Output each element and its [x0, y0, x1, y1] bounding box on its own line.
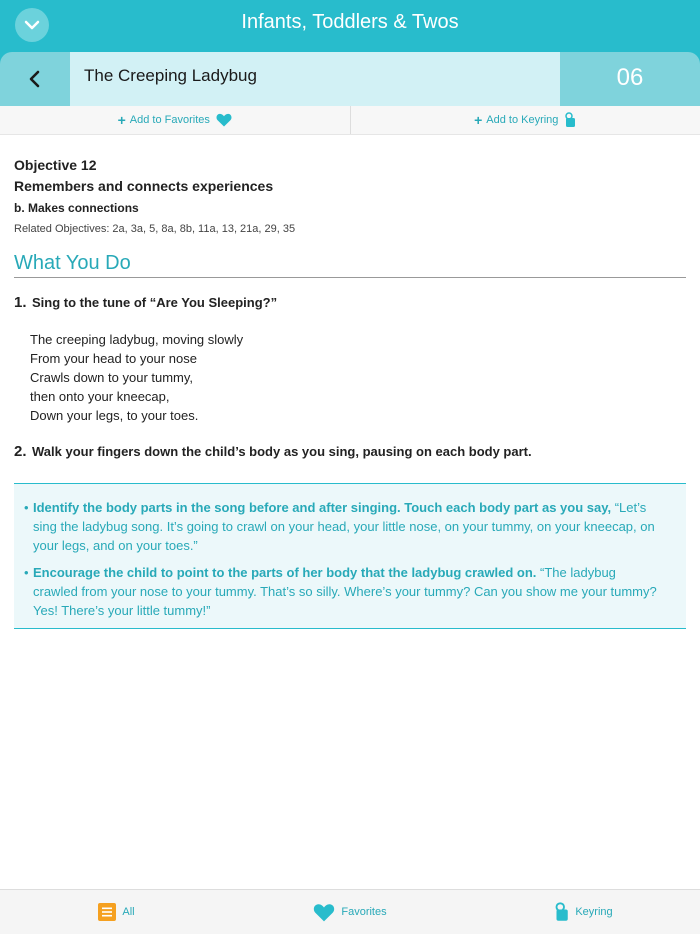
keyring-icon	[564, 112, 576, 128]
back-button[interactable]	[0, 52, 70, 106]
tip-body: “The ladybug crawled from your nose to your tummy. That’s so silly. Where’s your tummy? Can you show me your tummy? Yes! There’s your little tummy!”	[33, 565, 657, 618]
tab-keyring-label: Keyring	[575, 906, 613, 918]
bottom-tab-bar	[0, 889, 700, 934]
lyric-line: From your head to your nose	[30, 351, 197, 366]
tip-bold: Encourage the child to point to the parts of her body that the ladybug crawled on.	[33, 565, 537, 580]
tab-all-label: All	[122, 906, 135, 918]
add-to-keyring-label: Add to Keyring	[486, 114, 559, 126]
app-title: Infants, Toddlers & Twos	[241, 11, 459, 33]
lyric-line: The creeping ladybug, moving slowly	[30, 332, 244, 347]
lyric-line: Down your legs, to your toes.	[30, 408, 199, 423]
tips-box	[14, 483, 686, 629]
tab-favorites[interactable]	[233, 890, 467, 934]
tip-bold: Identify the body parts in the song before and after singing. Touch each body part as you say,	[33, 500, 612, 515]
activity-title: The Creeping Ladybug	[70, 52, 560, 106]
heart-icon	[216, 113, 232, 127]
step-number: 2.	[14, 443, 27, 460]
step-number: 1.	[14, 294, 27, 311]
bullet: •	[24, 565, 29, 580]
tip-text	[33, 563, 664, 620]
tab-favorites-label: Favorites	[341, 906, 387, 918]
step-1	[14, 294, 686, 312]
top-bar	[0, 0, 700, 52]
tip-body: “Let’s sing the ladybug song. It’s going to crawl on your head, your little nose, on your tummy, on your kneecap, on your legs, and on your toes.”	[33, 500, 655, 553]
add-to-favorites-button[interactable]	[0, 106, 351, 134]
objective-number: Objective 12	[14, 157, 97, 173]
chevron-left-icon	[29, 70, 41, 88]
plus-icon: +	[474, 112, 483, 128]
keyring-icon	[554, 902, 569, 922]
objective-title: Remembers and connects experiences	[14, 178, 274, 194]
plus-icon: +	[117, 112, 126, 128]
tab-all[interactable]	[0, 890, 233, 934]
activity-content	[14, 155, 686, 461]
tab-keyring[interactable]	[467, 890, 700, 934]
tip-text	[33, 498, 664, 555]
heart-icon	[313, 903, 335, 922]
tip-item	[24, 563, 664, 620]
step-text: Walk your fingers down the child’s body as you sing, pausing on each body part.	[32, 444, 532, 459]
list-icon	[98, 903, 116, 921]
step-2	[14, 443, 686, 461]
related-objectives: Related Objectives: 2a, 3a, 5, 8a, 8b, 11a, 13, 21a, 29, 35	[14, 223, 296, 235]
section-title: What You Do	[14, 252, 686, 278]
lyric-line: then onto your kneecap,	[30, 389, 170, 404]
song-lyrics	[30, 330, 686, 425]
step-text: Sing to the tune of “Are You Sleeping?”	[32, 295, 278, 310]
add-to-keyring-button[interactable]	[351, 106, 700, 134]
activity-header	[0, 52, 700, 106]
tip-item	[24, 498, 664, 555]
activity-number: 06	[560, 52, 700, 106]
bullet: •	[24, 500, 29, 515]
add-to-favorites-label: Add to Favorites	[129, 114, 210, 126]
objective-subtitle: b. Makes connections	[14, 201, 139, 215]
action-row	[0, 106, 700, 135]
lyric-line: Crawls down to your tummy,	[30, 370, 194, 385]
